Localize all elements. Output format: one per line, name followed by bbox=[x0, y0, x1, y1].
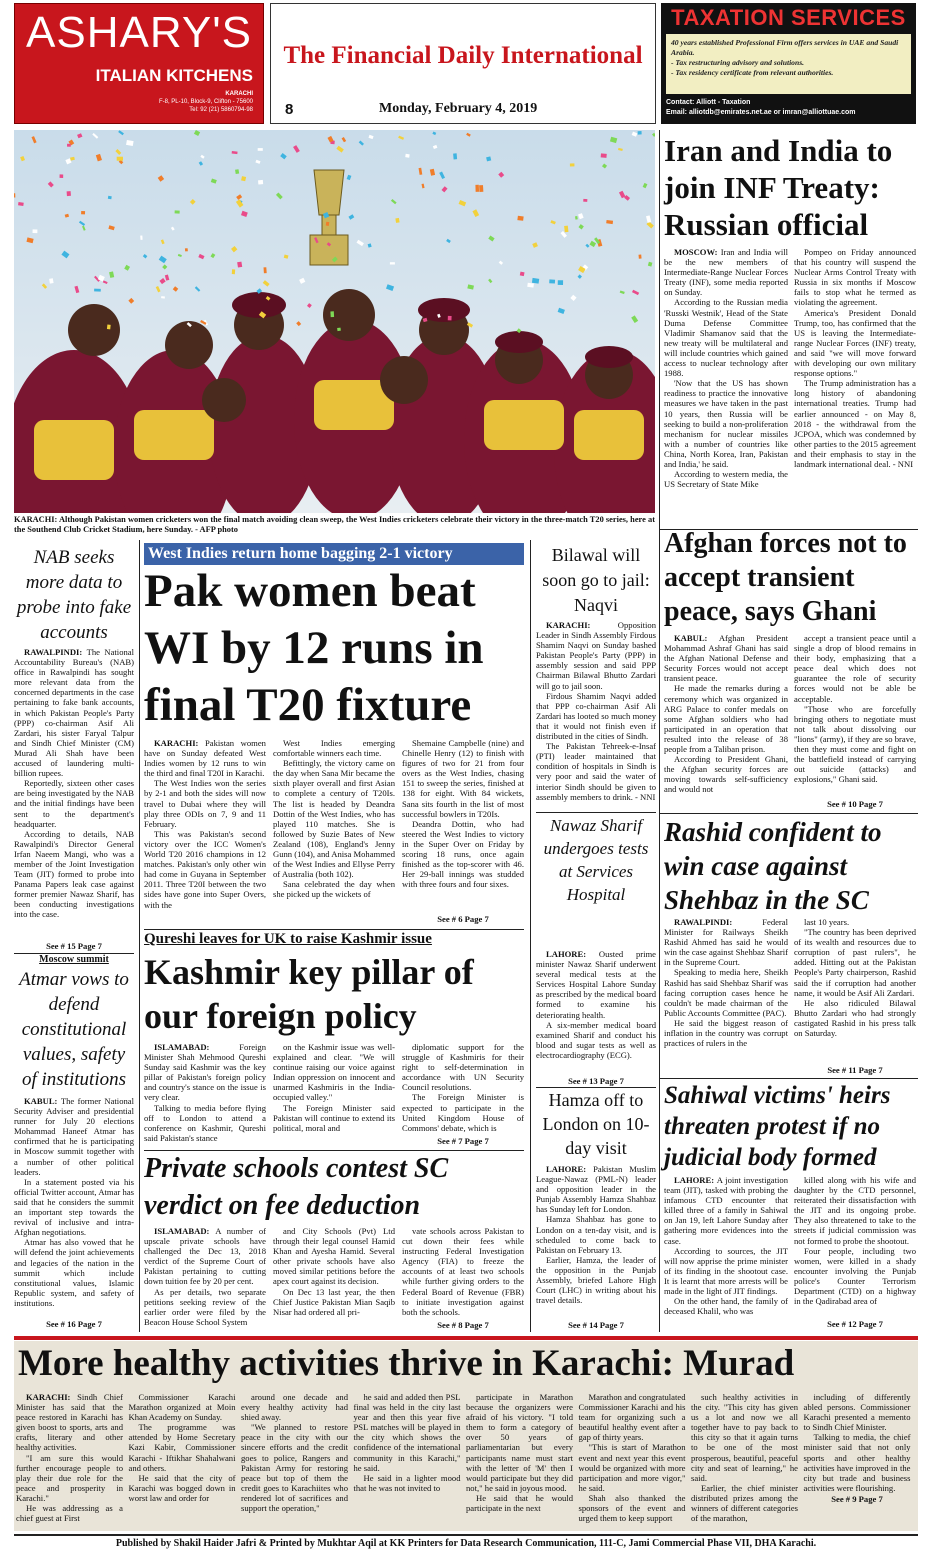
article-paragraph bbox=[664, 247, 788, 297]
confetti-piece bbox=[258, 180, 263, 185]
paragraph-text: "We planned to restore peace in the city with our sincere efforts and the credit goes to police, Rangers and Pakistan Army for restoring peace but top of them the credit goes to Karachiites who rendered lot of sacrifices and support the operation," bbox=[241, 1422, 348, 1514]
nab-see: See # 15 Page 7 bbox=[46, 941, 102, 951]
article-paragraph bbox=[241, 1422, 348, 1513]
paragraph-text: Marathon and congratulated Commissioner Karachi and his team for organizing such a beautiful healthy event after a gap of thirty years. bbox=[578, 1392, 686, 1443]
article-paragraph bbox=[794, 1175, 916, 1246]
article-paragraph bbox=[14, 647, 134, 778]
paragraph-text: such healthy activities in the city. "This city has given us a lot and now we all together have to pay back to this city so that it again turns to be one of the most prosperous, beautiful, peaceful city and seat of learning," he said. bbox=[691, 1392, 798, 1483]
article-paragraph bbox=[579, 1392, 686, 1442]
paragraph-text: According to sources, the JIT will now apprise the prime minister of its finding in the shootout case. It is learnt that more arrests will be made in the light of JIT findings. bbox=[664, 1245, 788, 1297]
karachi-columns bbox=[16, 1392, 916, 1532]
confetti-piece bbox=[453, 153, 457, 159]
confetti-piece bbox=[448, 316, 452, 320]
paragraph-text: "This is start of Marathon event and next year this event would be organized with more participation and more vigor," he said. bbox=[578, 1442, 686, 1493]
dateline: LAHORE: bbox=[546, 1164, 594, 1174]
article-paragraph bbox=[664, 1018, 788, 1048]
nawaz-headline: Nawaz Sharif undergoes tests at Services Hospital bbox=[543, 816, 649, 904]
article-paragraph bbox=[579, 1442, 686, 1492]
pak-col3 bbox=[402, 738, 524, 889]
dateline: ISLAMABAD: bbox=[154, 1226, 216, 1236]
hamza-headline: Hamza off to London on 10-day visit bbox=[542, 1090, 650, 1158]
karachi-col bbox=[129, 1392, 236, 1503]
confetti-piece bbox=[479, 185, 483, 192]
confetti-piece bbox=[601, 153, 607, 157]
schools-col2 bbox=[273, 1226, 395, 1317]
article-paragraph bbox=[273, 1103, 395, 1133]
article-paragraph bbox=[129, 1473, 236, 1503]
confetti-piece bbox=[527, 283, 534, 288]
paragraph-text: The Trump administration has a long history of abandoning international treaties. Trump had earlier announced - on May 8, 2018 - the withdrawal from the JCPOA, which was condemned by other parties to the 2015 agreement and their emphasis to stay in the landmark international deal. - NNI bbox=[794, 378, 916, 469]
confetti-piece bbox=[94, 289, 101, 292]
dateline: KARACHI: bbox=[546, 620, 618, 630]
confetti-piece bbox=[258, 148, 263, 151]
dateline: LAHORE: bbox=[674, 1175, 717, 1185]
afghan-see: See # 10 Page 7 bbox=[827, 799, 883, 809]
article-paragraph bbox=[466, 1493, 573, 1513]
confetti-piece bbox=[549, 279, 555, 283]
confetti-piece bbox=[583, 199, 587, 202]
paragraph-text: According to President Ghani, the Afghan security forces are moving towards self-sufficiency and would not bbox=[664, 754, 788, 795]
pak-kicker: West Indies return home bagging 2-1 victory bbox=[144, 543, 524, 565]
confetti-piece bbox=[175, 210, 180, 213]
kashmir-kicker: Qureshi leaves for UK to raise Kashmir issue bbox=[144, 931, 432, 947]
paragraph-text: Firdous Shamim Naqvi added that PPP co-chairman Asif Ali Zardari has looted so much money that it would not finish even if distributed in the cities of Sindh. bbox=[536, 690, 656, 742]
confetti-piece bbox=[264, 267, 267, 273]
hamza-see: See # 14 Page 7 bbox=[568, 1320, 624, 1330]
article-paragraph bbox=[536, 949, 656, 1020]
paragraph-text: Federal Minister for Railways Sheikh Rashid Ahmed has said he would win the case against Shehbaz Sharif in the Supreme Court. bbox=[664, 917, 788, 968]
confetti-piece bbox=[107, 325, 111, 330]
paragraph-text: last 10 years. bbox=[804, 917, 850, 927]
article-paragraph bbox=[14, 1177, 134, 1238]
dateline: KARACHI: bbox=[154, 738, 205, 748]
atmar-headline: Atmar vows to defend constitutional values, safety of institutions bbox=[19, 969, 129, 1090]
karachi-col bbox=[691, 1392, 798, 1523]
paragraph-text: According to details, NAB Rawalpindi's Director General Irfan Naeem Mangi, who was a member of the Joint Investigation Team (JIT) formed to probe into Panama Papers leak case against former premier Nawaz Sharif, has been conducting investigations into the case. bbox=[14, 828, 134, 920]
paragraph-text: He also ridiculed Bilawal Bhutto Zardari who had strongly castigated Rashid in his press talk on Saturday. bbox=[794, 997, 916, 1039]
article-paragraph bbox=[794, 704, 916, 785]
issue-date: Monday, February 4, 2019 bbox=[379, 101, 538, 116]
paragraph-text: He said that he would participate in the next bbox=[466, 1492, 573, 1514]
article-paragraph bbox=[691, 1392, 798, 1483]
article-paragraph bbox=[241, 1392, 348, 1422]
article-paragraph bbox=[14, 1096, 134, 1177]
atmar-see: See # 16 Page 7 bbox=[46, 1319, 102, 1329]
dateline: ISLAMABAD: bbox=[154, 1042, 240, 1052]
article-paragraph bbox=[354, 1473, 461, 1493]
article-paragraph bbox=[402, 738, 524, 819]
paragraph-text: Foreign Minister Shah Mehmood Qureshi Sunday said Kashmir was the key pillar of Pakistan's foreign policy and country's stance on the issue is very clear. bbox=[144, 1042, 266, 1103]
paragraph-text: As per details, two separate petitions seeking review of the earlier order were filed by the Beacon House School System bbox=[144, 1286, 266, 1327]
paragraph-text: Sana celebrated the day when she picked up the wickets of bbox=[273, 879, 395, 900]
schools-col1 bbox=[144, 1226, 266, 1327]
karachi-headline: More healthy activities thrive in Karachi: Murad bbox=[18, 1343, 795, 1384]
bilawal-body bbox=[536, 620, 656, 802]
ad-body bbox=[666, 34, 911, 94]
paragraph-text: killed along with his wife and daughter by the CTD personnel, reiterated their dissatisfaction with the JIT and its ongoing probe. They also threatened to take to the streets if judicial commission was not formed to probe the shootout. bbox=[794, 1175, 916, 1246]
article-paragraph bbox=[536, 1214, 656, 1254]
dateline: LAHORE: bbox=[546, 949, 599, 959]
article-paragraph bbox=[536, 1020, 656, 1060]
article-paragraph bbox=[273, 1287, 395, 1317]
paragraph-text: Earlier, Hamza, the leader of the opposition in the Punjab Assembly, briefed Lahore High Court (LHC) in writing about his travel details. bbox=[536, 1254, 656, 1306]
pak-headline: Pak women beat WI by 12 runs in final T20 fixture bbox=[144, 565, 484, 731]
hamza-body bbox=[536, 1164, 656, 1305]
masthead bbox=[270, 3, 656, 124]
article-paragraph bbox=[273, 758, 395, 879]
paragraph-text: "I am sure this would further encourage people to play their due role for the peace and prosperity in Karachi." bbox=[16, 1452, 123, 1503]
paragraph-text: In a statement posted via his official Twitter account, Atmar has said that he considers the summit an important step towards the revival of inclusive and intra-Afghan negotiations. bbox=[14, 1176, 134, 1238]
paragraph-text: Atmar has also vowed that he will defend the joint achievements and legacies of the nation in the summit which include constitutional values, Islamic Republic system, and safety of institutions. bbox=[14, 1237, 134, 1308]
paragraph-text: Opposition Leader in Sindh Assembly Firdous Shamim Naqvi on Sunday bashed Pakistan People's Party (PPP) in assembly session and said PPP Chairman Bilawal Bhutto Zardari will go to jail soon. bbox=[536, 620, 656, 691]
article-paragraph bbox=[794, 917, 916, 927]
article-paragraph bbox=[794, 378, 916, 469]
ad-line: - Tax restructuring advisory and solutions. bbox=[671, 58, 805, 67]
article-paragraph bbox=[579, 1493, 686, 1523]
paragraph-text: including of differently abled persons. Commissioner Karachi presented a memento to Sindh Chief Minister. bbox=[803, 1392, 911, 1433]
paragraph-text: Pakistan women have on Sunday defeated West Indies women by 12 runs to win the third and final T20I in Karachi. bbox=[144, 738, 266, 779]
confetti-piece bbox=[232, 269, 235, 274]
paragraph-text: He said the biggest reason of inflation in the country was corrupt practices of rulers in the bbox=[664, 1017, 788, 1049]
article-paragraph bbox=[273, 879, 395, 899]
article-paragraph bbox=[664, 1175, 788, 1246]
confetti-piece bbox=[337, 328, 341, 331]
confetti-piece bbox=[67, 191, 71, 196]
confetti-piece bbox=[330, 311, 334, 317]
ad-email: Email: alliotdb@emirates.net.ae or imran@alliottuae.com bbox=[666, 109, 856, 116]
schools-col3 bbox=[402, 1226, 524, 1317]
kashmir-headline: Kashmir key pillar of our foreign policy bbox=[144, 952, 474, 1036]
article-paragraph bbox=[144, 738, 266, 778]
ad-phone: Tel: 92 (21) 5860794-98 bbox=[189, 107, 253, 113]
karachi-col bbox=[241, 1392, 348, 1513]
confetti-piece bbox=[638, 131, 642, 135]
ad-title: TAXATION SERVICES bbox=[671, 5, 906, 30]
afghan-col2 bbox=[794, 633, 916, 784]
article-paragraph bbox=[144, 1226, 266, 1287]
paragraph-text: On the other hand, the family of deceased Khalil, who was bbox=[664, 1296, 788, 1317]
article-paragraph bbox=[402, 1042, 524, 1092]
paragraph-text: Reportedly, sixteen other cases are being investigated by the NAB and the initial findings have been sent to the department's headquarter. bbox=[14, 778, 134, 829]
paragraph-text: Talking to media, the chief minister said that not only sports and other healthy activities have improved in the city but trade and business activities were flourishing. bbox=[803, 1432, 911, 1493]
article-paragraph bbox=[664, 754, 788, 794]
paragraph-text: Pakistan Muslim League-Nawaz (PML-N) leader and opposition leader in the Punjab Assembly Hamza Shahbaz has Sunday left for London. bbox=[536, 1164, 656, 1215]
nab-body bbox=[14, 647, 134, 920]
dateline: MOSCOW: bbox=[674, 247, 721, 257]
pak-see: See # 6 Page 7 bbox=[437, 914, 489, 924]
paragraph-text: The National Accountability Bureau's (NAB) office in Rawalpindi has sought more relevant data from the concerned departments in the case pertaining to fake bank accounts, in which Pakistan People's Party (PPP) co-chairman Asif Ali Zardari, his sister Faryal Talpur and Sindh Chief Minister (CM) Murad Ali Shah have been accused of laundering multi-billion rupees. bbox=[14, 647, 134, 779]
confetti-piece bbox=[33, 229, 38, 233]
pak-col1 bbox=[144, 738, 266, 910]
photo-caption: KARACHI: Although Pakistan women cricketers won the final match avoiding clean sweep, the West Indies cricketers celebrate their victory in the three-match T20 series, here at the Southend Club Cricket Stadium, here Sunday. - AFP photo bbox=[14, 515, 655, 534]
article-paragraph bbox=[129, 1392, 236, 1422]
paragraph-text: he said and added then PSL final was held in the city last year and then this year five PSL matches will be played in the city which shows the confidence of the international community in this Karachi," he said. bbox=[353, 1392, 461, 1473]
paragraph-text: According to the Russian media 'Russki Westnik', Head of the State Duma Defense Committee Vladimir Shamanov said that the new treaty will be multilateral and will include countries which gained access to nuclear technology after 1988. bbox=[664, 297, 788, 379]
kashmir-see: See # 7 Page 7 bbox=[437, 1136, 489, 1146]
afghan-headline: Afghan forces not to accept transient peace, says Ghani bbox=[664, 528, 907, 627]
confetti-piece bbox=[570, 163, 575, 166]
dateline: KABUL: bbox=[674, 633, 719, 643]
article-paragraph bbox=[536, 1164, 656, 1214]
confetti-piece bbox=[241, 176, 246, 181]
article-paragraph bbox=[794, 927, 916, 998]
confetti-piece bbox=[185, 248, 188, 251]
paragraph-text: He said that the city of Karachi was bogged down in worst law and order for bbox=[128, 1472, 236, 1503]
paragraph-text: Iran and India will be the new members of Intermediate-Range Nuclear Forces Treaty (INF), some media reported on Sunday. bbox=[664, 247, 788, 298]
paragraph-text: Speaking to media here, Sheikh Rashid has said Shehbaz Sharif was facing corruption cases hence he couldn't be made chairman of the Public Accounts Committee (PAC). bbox=[664, 967, 788, 1018]
ad-address bbox=[159, 90, 253, 114]
confetti-piece bbox=[517, 216, 523, 221]
article-paragraph bbox=[664, 967, 788, 1017]
dateline: KABUL: bbox=[24, 1096, 61, 1106]
confetti-piece bbox=[49, 278, 53, 283]
karachi-col bbox=[804, 1392, 911, 1504]
schools-see: See # 8 Page 7 bbox=[437, 1320, 489, 1330]
paragraph-text: "Those who are forcefully bringing others to negotiate must not talk about dissolving our "lions" (army), if they are so brave, then they must come and fight on the battlefield instead of carrying out suicide (attacks) and explosions," Ghani said. bbox=[794, 703, 916, 785]
confetti-piece bbox=[575, 216, 578, 220]
paragraph-text: A number of upscale private schools have challenged the Dec 13, 2018 verdict of the Supreme Court of Pakistan pertaining to cutting down tuition fee by 20 per cent. bbox=[144, 1226, 266, 1287]
confetti-piece bbox=[390, 262, 395, 264]
taxation-services-ad bbox=[661, 3, 916, 124]
article-paragraph bbox=[804, 1432, 911, 1493]
ad-contact bbox=[666, 98, 911, 118]
sahiwal-col1 bbox=[664, 1175, 788, 1316]
confetti-piece bbox=[237, 262, 242, 268]
sahiwal-col2 bbox=[794, 1175, 916, 1306]
paper-name: The Financial Daily International bbox=[283, 42, 643, 69]
article-paragraph bbox=[402, 1226, 524, 1317]
karachi-col bbox=[354, 1392, 461, 1493]
dateline: RAWALPINDI: bbox=[674, 917, 763, 927]
atmar-kicker: Moscow summit bbox=[39, 954, 109, 965]
confetti-piece bbox=[60, 174, 64, 178]
article-paragraph bbox=[273, 1042, 395, 1103]
karachi-see: See # 9 Page 7 bbox=[831, 1493, 883, 1504]
nawaz-body bbox=[536, 949, 656, 1060]
photo-illustration bbox=[14, 130, 655, 513]
article-paragraph bbox=[536, 1255, 656, 1305]
article-paragraph bbox=[794, 633, 916, 704]
confetti-piece bbox=[161, 296, 165, 299]
confetti-piece bbox=[558, 280, 563, 285]
article-paragraph bbox=[144, 778, 266, 828]
paragraph-text: This was Pakistan's second victory over the ICC Women's World T20 2016 champions in 12 matches. Pakistan's only other win had come in Guyana in September 2011. Three T20I between the two sides have gone into Super Overs, with the bbox=[144, 828, 266, 910]
pak-col2 bbox=[273, 738, 395, 900]
paragraph-text: participate in Marathon because the organizers were afraid of his victory. "I told them to form a category of over 50 years of parliamentarian but every participants name must start with the letter of 'M' then I would participate but they did not," he said in joyous mood. bbox=[466, 1392, 573, 1493]
article-paragraph bbox=[466, 1392, 573, 1493]
article-paragraph bbox=[664, 683, 788, 754]
ad-line: - Tax residency certificate from relevant authorities. bbox=[671, 68, 834, 77]
article-paragraph bbox=[402, 819, 524, 890]
paragraph-text: According to western media, the US Secretary of State Mike bbox=[664, 469, 788, 490]
confetti-piece bbox=[140, 236, 142, 240]
paragraph-text: He made the remarks during a ceremony which was organized in ARG Palace to confer medals on some Afghan soldiers who had participated in an operation that resulted into the release of 38 people from a Taliban prison. bbox=[664, 683, 788, 755]
sahiwal-see: See # 12 Page 7 bbox=[827, 1319, 883, 1329]
article-paragraph bbox=[144, 1042, 266, 1103]
nab-headline: NAB seeks more data to probe into fake accounts bbox=[16, 547, 132, 643]
article-paragraph bbox=[804, 1392, 911, 1432]
page-number: 8 bbox=[285, 101, 294, 118]
confetti-piece bbox=[14, 193, 15, 197]
rashid-col2 bbox=[794, 917, 916, 1038]
confetti-piece bbox=[395, 218, 399, 223]
paragraph-text: around one decade and every healthy activity had shied away. bbox=[241, 1392, 348, 1423]
article-paragraph bbox=[144, 829, 266, 910]
article-paragraph bbox=[691, 1483, 798, 1523]
kashmir-col1 bbox=[144, 1042, 266, 1143]
paragraph-text: Shemaine Campbelle (nine) and Chinelle Henry (12) to finish with figures of two for 21 from four overs as the West Indies, chasing 151 to sweep the series, finished at 138 for eight. With 84 wickets, Sana sits fourth in the list of most successful bowlers in T20Is. bbox=[402, 738, 524, 819]
paragraph-text: A six-member medical board examined Sharif and conduct his blood and sugar tests as well as electrocardiography (ECG). bbox=[536, 1019, 656, 1060]
kashmir-col3 bbox=[402, 1042, 524, 1133]
paragraph-text: accept a transient peace until a single a drop of blood remains in their body, emphasizing that a peace deal which does not guarantee the role of security forces would not be able be acceptable. bbox=[794, 633, 916, 704]
article-paragraph bbox=[794, 1246, 916, 1307]
confetti-piece bbox=[117, 157, 123, 161]
article-paragraph bbox=[16, 1453, 123, 1503]
confetti-piece bbox=[67, 144, 71, 147]
paragraph-text: The Foreign Minister said Pakistan will continue to extend its political, moral and bbox=[273, 1102, 395, 1133]
paragraph-text: Afghan President Mohammad Ashraf Ghani has said the Afghan National Defense and Security Forces would not accept transient peace. bbox=[664, 633, 789, 684]
confetti-piece bbox=[326, 222, 330, 226]
article-paragraph bbox=[536, 741, 656, 802]
article-paragraph bbox=[794, 998, 916, 1038]
confetti-piece bbox=[520, 272, 525, 277]
paragraph-text: Talking to media before flying off to London to attend a conference on Kashmir, Qureshi said Pakistan's stance bbox=[144, 1102, 266, 1143]
article-paragraph bbox=[536, 691, 656, 741]
article-paragraph bbox=[144, 1103, 266, 1143]
paragraph-text: The programme was attended by Home Secretary Kazi Kabir, Commissioner Karachi - Iftikhar Shahalwani and others. bbox=[128, 1422, 236, 1473]
confetti-piece bbox=[405, 154, 409, 158]
ad-contact-line: Contact: Alliott - Taxation bbox=[666, 99, 751, 106]
ad-brand: ASHARY'S bbox=[26, 8, 252, 57]
article-paragraph bbox=[16, 1503, 123, 1523]
article-paragraph bbox=[536, 620, 656, 691]
confetti-piece bbox=[235, 169, 239, 174]
paragraph-text: Shah also thanked the sponsors of the event and urged them to keep support bbox=[578, 1492, 686, 1524]
paragraph-text: Pompeo on Friday announced that his country will suspend the Nuclear Arms Control Treaty with Russia in six months if Moscow fails to stop what he termed as violating the agreement. bbox=[794, 247, 916, 308]
paragraph-text: He was addressing as a chief guest at First bbox=[16, 1503, 123, 1524]
article-paragraph bbox=[664, 297, 788, 378]
paragraph-text: The West Indies won the series by 2-1 and both the sides will now travel to Dubai where they will play three ODIs on 7, 9 and 11 February. bbox=[144, 778, 266, 829]
article-paragraph bbox=[144, 1287, 266, 1327]
confetti-piece bbox=[639, 255, 642, 259]
paragraph-text: Sindh Chief Minister has said that the peace restored in Karachi has given boost to sports, arts and crafts, literary and other healthy activities. bbox=[16, 1392, 123, 1453]
kashmir-col2 bbox=[273, 1042, 395, 1133]
confetti-piece bbox=[564, 226, 568, 233]
paragraph-text: vate schools across Pakistan to cut down their fees while instructing Federal Investigation Agency (FIA) to freeze the accounts of at least two schools while further giving orders to the Federal Board of Revenue (FBR) to initiate investigation against both the schools. bbox=[402, 1226, 524, 1317]
paragraph-text: Four people, including two women, were killed in a shady encounter involving the Punjab police's Counter Terrorism Department (CTD) on a highway in the Qadirabad area of bbox=[794, 1245, 916, 1307]
article-paragraph bbox=[273, 738, 395, 758]
iran-col2 bbox=[794, 247, 916, 469]
atmar-body bbox=[14, 1096, 134, 1308]
confetti-piece bbox=[475, 185, 479, 192]
paragraph-text: Befittingly, the victory came on the day when Sana Mir became the sixth player overall and first Asian to complete a century of T20Is. The list is headed by Deandra Dottin of the West Indies, who has played 110 matches. She is followed by Suzie Bates of New Zealand (108), England's Jenny Gunn (104), and Anisa Mohammed of the West Indies and Ellyse Perry of Australia (both 102). bbox=[273, 758, 395, 880]
italian-kitchens-ad bbox=[14, 3, 264, 124]
rashid-headline: Rashid confident to win case against Shehbaz in the SC bbox=[664, 817, 882, 915]
paragraph-text: On Dec 13 last year, the then Chief Justice Pakistan Mian Saqib Nisar had ordered all pri- bbox=[273, 1286, 395, 1317]
article-paragraph bbox=[664, 378, 788, 469]
paragraph-text: Hamza Shahbaz has gone to London on a ten-day visit, and is scheduled to come back to Pakistan on February 13. bbox=[536, 1214, 656, 1255]
article-paragraph bbox=[664, 1246, 788, 1296]
paragraph-text: "The country has been deprived of its wealth and resources due to corruption of past rulers", he added. Hitting out at the Pakistan People's Party chairperson, Rashid said the if corruption had another name, it would be Asif Ali Zardari. bbox=[794, 927, 916, 998]
paragraph-text: A joint investigation team (JIT), tasked with probing the infamous CTD encounter that killed three of a family in Sahiwal on Jan 19, left Lahore Sunday after gathering more evidences into the case. bbox=[664, 1175, 788, 1246]
karachi-col bbox=[16, 1392, 123, 1523]
confetti-piece bbox=[108, 196, 112, 200]
paragraph-text: The former National Security Adviser and presidential runner for July 20 elections Mohammad Haneef Atmar has confirmed that he is participating in Moscow summit together with a number of other political leaders. bbox=[14, 1096, 134, 1177]
article-paragraph bbox=[664, 469, 788, 489]
article-paragraph bbox=[664, 1296, 788, 1316]
article-paragraph bbox=[794, 247, 916, 308]
karachi-col bbox=[579, 1392, 686, 1523]
nawaz-see: See # 13 Page 7 bbox=[568, 1076, 624, 1086]
sahiwal-headline: Sahiwal victims' heirs threaten protest if no judicial body formed bbox=[664, 1082, 891, 1171]
dateline: KARACHI: bbox=[26, 1392, 78, 1402]
rashid-col1 bbox=[664, 917, 788, 1048]
paragraph-text: and City Schools (Pvt) Ltd through their legal counsel Hamid Khan and Ayesha Hamid. Several other private schools have also moved similar petitions before the apex court against its decision. bbox=[273, 1226, 395, 1287]
paragraph-text: 'Now that the US has shown readiness to practice the innovative measures we have taken in the past 10 years, then Russia will be seeking to build a non-proliferation mechanism for nuclear missiles with a number of countries like China, North Korea, Iran, Pakistan and India,' he said. bbox=[664, 378, 788, 469]
paragraph-text: Commissioner Karachi Marathon organized at Moin Khan Academy on Sunday. bbox=[128, 1392, 236, 1423]
article-paragraph bbox=[664, 633, 788, 683]
paragraph-text: Earlier, the chief minister distributed prizes among the winners of different categories of the marathon, bbox=[691, 1482, 798, 1524]
rashid-see: See # 11 Page 7 bbox=[827, 1065, 883, 1075]
article-paragraph bbox=[402, 1092, 524, 1132]
paragraph-text: The Foreign Minister is expected to participate in the United Kingdom House of Commons' debate, which is bbox=[402, 1092, 524, 1133]
article-paragraph bbox=[14, 829, 134, 920]
iran-col1 bbox=[664, 247, 788, 489]
karachi-col bbox=[466, 1392, 573, 1513]
bilawal-headline: Bilawal will soon go to jail: Naqvi bbox=[542, 545, 650, 615]
article-paragraph bbox=[794, 308, 916, 379]
article-paragraph bbox=[129, 1422, 236, 1472]
afghan-col1 bbox=[664, 633, 788, 795]
iran-headline: Iran and India to join INF Treaty: Russian official bbox=[664, 133, 893, 242]
article-paragraph bbox=[14, 1237, 134, 1308]
ad-subtitle: ITALIAN KITCHENS bbox=[95, 66, 253, 85]
schools-headline: Private schools contest SC verdict on fee deduction bbox=[144, 1153, 449, 1221]
ad-city: KARACHI bbox=[225, 91, 253, 97]
confetti-piece bbox=[532, 278, 539, 284]
article-paragraph bbox=[14, 778, 134, 828]
paragraph-text: on the Kashmir issue was well-explained and clear. "We will continue raising our voice against Indian oppression on innocent and unarmed Kashmiris in the India-occupied valley." bbox=[273, 1042, 395, 1103]
paragraph-text: Deandra Dottin, who had steered the West Indies to victory in the Super Over on Friday by scoring 18 runs, once again finished as the top-scorer with 46. Her 29-ball innings was studded with three fours and four sixes. bbox=[402, 818, 524, 890]
article-paragraph bbox=[354, 1392, 461, 1473]
article-paragraph bbox=[16, 1392, 123, 1453]
paragraph-text: West Indies emerging comfortable winners each time. bbox=[273, 738, 395, 759]
confetti-piece bbox=[81, 211, 85, 214]
publisher-footer: Published by Shakil Haider Jafri & Printed by Mukhtar Aqil at KK Printers for Data Research Communication, 111-C, Jami Commercial Phase VII, DHA Karachi. bbox=[115, 1538, 817, 1549]
paragraph-text: diplomatic support for the struggle of Kashmiris for their right to self-determination in accordance with UN Security Council resolutions. bbox=[402, 1042, 524, 1093]
paragraph-text: America's President Donald Trump, too, has confirmed that the US is leaving the Intermediate-range Nuclear Forces (INF) treaty, and said "we will move forward with developing our own military response options." bbox=[794, 307, 916, 379]
paragraph-text: The Pakistan Tehreek-e-Insaf (PTI) leader maintained that condition of hospitals in Sindh is very poor and said the water of interior Sindh should be given to assembly members to drink. - NNI bbox=[536, 741, 656, 802]
ad-address-line: F-8, PL-10, Block-9, Clifton - 75600 bbox=[158, 99, 253, 105]
cricket-celebration-photo bbox=[14, 130, 655, 513]
article-paragraph bbox=[664, 917, 788, 967]
article-paragraph bbox=[273, 1226, 395, 1287]
ad-line: 40 years established Professional Firm offers services in UAE and Saudi Arabia. bbox=[671, 38, 899, 57]
paragraph-text: He said in a lighter mood that he was not invited to bbox=[353, 1472, 461, 1493]
dateline: RAWALPINDI: bbox=[24, 647, 87, 657]
paragraph-text: Ousted prime minister Nawaz Sharif underwent several medical tests at the Services Hospital Lahore Sunday as prescribed by the medical board formed to examine his deteriorating health. bbox=[536, 949, 656, 1020]
